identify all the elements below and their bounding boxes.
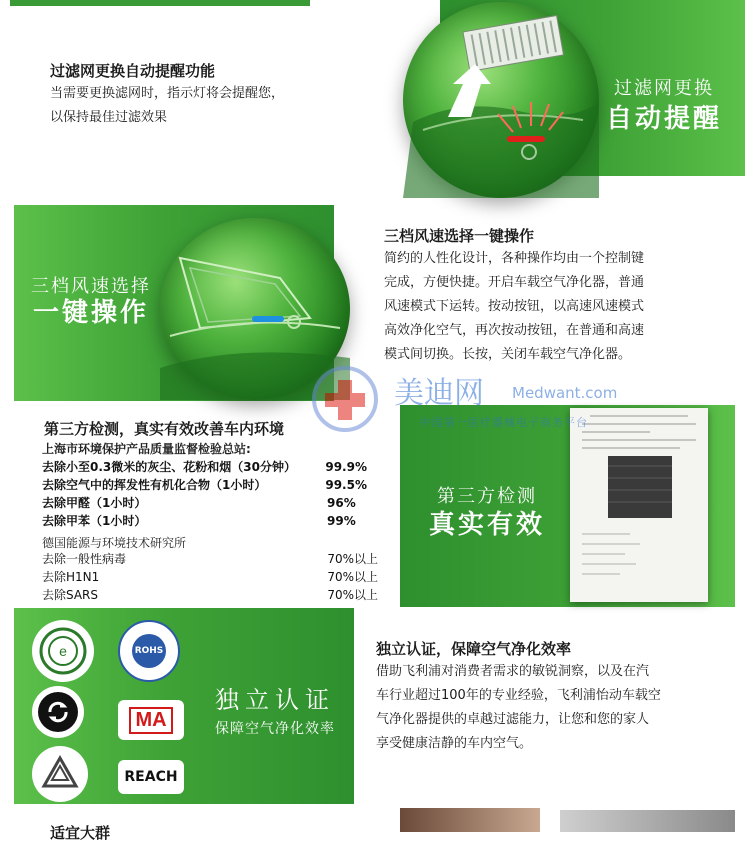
reach-icon: REACH: [118, 760, 184, 794]
test-result-row: [42, 494, 367, 512]
watermark-logo-icon: [312, 366, 378, 432]
filter-description-line: 以保持最佳过滤效果: [50, 110, 168, 125]
speed-panel-subtitle: 三档风速选择: [31, 276, 151, 297]
cert-icon-slot: [32, 686, 84, 738]
watermark-slogan: 中国第一医疗器械电子商务平台: [420, 416, 588, 429]
test-result-value: 70%以上: [327, 588, 378, 602]
test-result-value: 70%以上: [327, 552, 378, 566]
test-result-row: [42, 512, 367, 530]
cert-description-line: 享受健康洁静的车内空气。: [376, 736, 533, 751]
test-report-document: [570, 408, 708, 602]
china-environmental-label-icon: [32, 620, 94, 682]
indicator-light: [507, 136, 545, 142]
cert-icon-slot: [118, 700, 184, 740]
filter-description: [50, 82, 284, 130]
cert-description: [376, 660, 661, 756]
filter-device-image: [403, 2, 599, 198]
speed-description-line: 高效净化空气，再次按动按钮，在普通和高速: [384, 323, 645, 338]
test-result-row: [42, 550, 378, 568]
test-result-value: 99.5%: [325, 478, 367, 492]
test-result-label: 去除甲苯（1小时）: [42, 514, 147, 528]
filter-device-illustration: [403, 2, 599, 198]
speed-description: [384, 247, 644, 367]
test-results-secondary: [42, 550, 378, 604]
test-result-label: 去除空气中的挥发性有机化合物（1小时）: [42, 478, 267, 492]
site-watermark: [312, 362, 642, 432]
cert-title: 独立认证，保障空气净化效率: [376, 640, 572, 658]
top-divider-strip: [10, 0, 310, 6]
cert-icon-slot: [32, 620, 94, 682]
speed-title: 三档风速选择一键操作: [384, 227, 535, 245]
filter-description-line: 当需要更换滤网时，指示灯将会提醒您，: [50, 86, 285, 101]
speed-panel-headline: 一键操作: [32, 298, 149, 328]
filter-panel-subtitle: 过滤网更换: [614, 78, 714, 99]
cert-panel-subtitle: 保障空气净化效率: [215, 721, 335, 737]
test-report-illustration: [570, 408, 708, 602]
filter-panel-headline: 自动提醒: [605, 104, 722, 134]
speed-description-line: 模式间切换。长按，关闭车载空气净化器。: [384, 347, 632, 362]
test-result-label: 去除SARS: [42, 588, 99, 602]
cert-description-line: 气净化器提供的卓越过滤能力，让您和您的家人: [376, 712, 650, 727]
cert-panel-headline: 独立认证: [215, 686, 335, 714]
test-result-row: [42, 458, 367, 476]
test-result-label: 去除小至0.3微米的灰尘、花粉和烟（30分钟）: [42, 460, 296, 474]
cert-icon-slot: [32, 746, 88, 802]
test-org-secondary: 德国能源与环境技术研究所: [42, 536, 187, 550]
cma-icon: MA: [118, 700, 184, 740]
speed-description-line: 简约的人性化设计，各种操作均由一个控制键: [384, 251, 645, 266]
test-result-value: 99.9%: [325, 460, 367, 474]
test-result-value: 96%: [327, 496, 356, 510]
test-panel-headline: 真实有效: [428, 510, 545, 540]
recycle-triangle-icon: [32, 746, 88, 802]
test-result-value: 99%: [327, 514, 356, 528]
cert-icon-slot: [118, 620, 180, 682]
test-result-row: [42, 568, 378, 586]
test-result-value: 70%以上: [327, 570, 378, 584]
test-org-primary: 上海市环境保护产品质量监督检验总站:: [42, 442, 251, 456]
speed-description-line: 风速模式下运转。按动按钮，以高速风速模式: [384, 299, 645, 314]
test-result-label: 去除甲醛（1小时）: [42, 496, 147, 510]
rohs-compliant-icon: ROHS: [118, 620, 180, 682]
test-result-row: [42, 476, 367, 494]
cert-icon-slot: [118, 760, 184, 794]
test-result-row: [42, 586, 378, 604]
watermark-domain: Medwant.com: [512, 384, 618, 402]
test-results-primary: [42, 458, 367, 530]
watermark-brand: 美迪网: [394, 376, 484, 411]
test-result-label: 去除一般性病毒: [42, 552, 127, 566]
bottom-photo-right: [560, 810, 735, 832]
speed-description-line: 完成，方便快捷。开启车载空气净化器，普通: [384, 275, 645, 290]
test-result-label: 去除H1N1: [42, 570, 100, 584]
cert-description-line: 借助飞利浦对消费者需求的敏锐洞察，以及在汽: [376, 664, 650, 679]
test-panel-subtitle: 第三方检测: [437, 486, 537, 507]
bottom-photo-left: [400, 808, 540, 832]
filter-title: 过滤网更换自动提醒功能: [50, 62, 216, 80]
speed-indicator: [252, 316, 284, 322]
recycling-loop-icon: [32, 686, 84, 738]
cert-description-line: 车行业超过100年的专业经验，飞利浦怡动车载空: [376, 688, 661, 703]
svg-text:e: e: [59, 643, 67, 659]
next-section-title: 适宜大群: [50, 824, 111, 842]
test-title: 第三方检测，真实有效改善车内环境: [44, 420, 285, 438]
